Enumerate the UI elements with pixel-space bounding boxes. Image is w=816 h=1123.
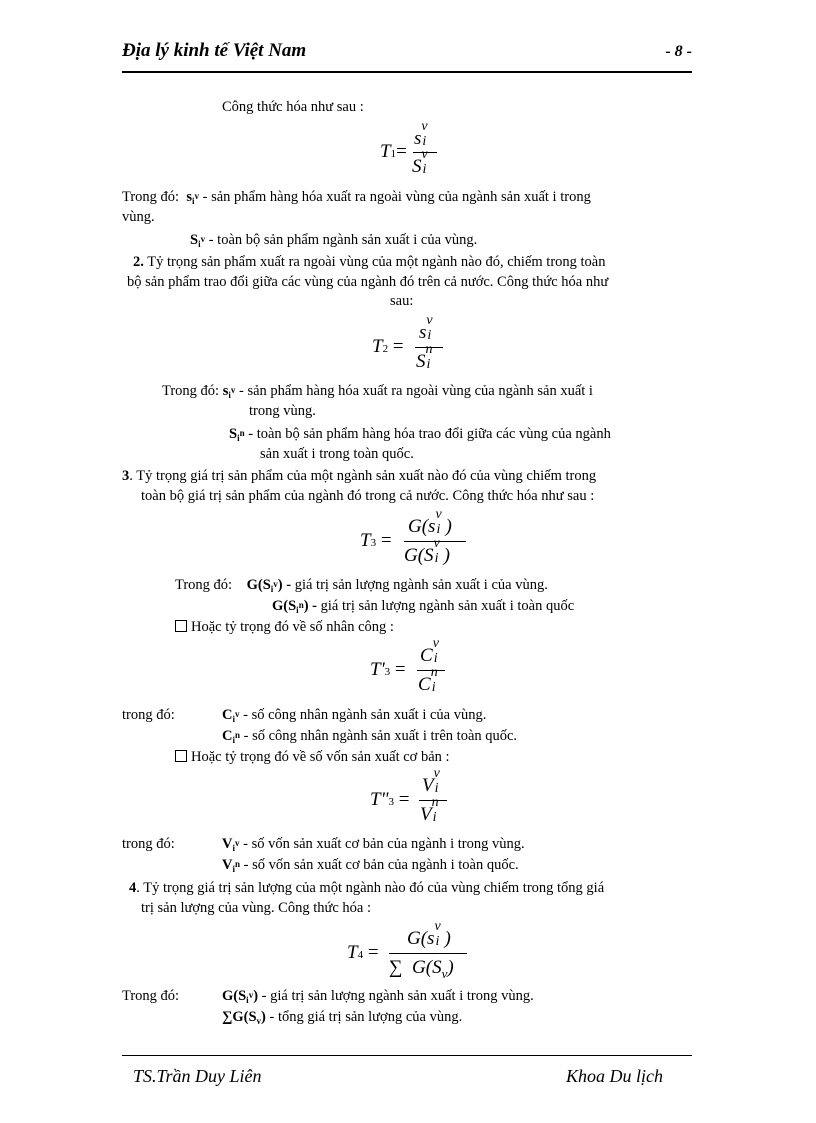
sup: v — [435, 506, 442, 522]
text-line — [122, 188, 591, 207]
formula-equals: = — [394, 659, 406, 680]
text-line: trong vùng. — [249, 403, 316, 419]
sup: v — [434, 918, 441, 934]
desc: Hoặc tỷ trọng đó về số vốn sản xuất cơ bản : — [191, 749, 450, 765]
formula-lhs: T — [360, 530, 371, 551]
sub: i — [232, 735, 235, 745]
denominator: G(S — [412, 957, 442, 978]
footer-author: TS.Trần Duy Liên — [133, 1066, 262, 1086]
denominator: S — [416, 351, 426, 372]
text-line — [222, 987, 534, 1006]
sup: v — [194, 191, 200, 201]
formula-index: 3 — [388, 796, 395, 808]
sym: s — [186, 189, 192, 205]
text-line — [222, 1008, 462, 1027]
desc: - số vốn sản xuất cơ bản của ngành i trong vùng. — [239, 836, 525, 852]
desc: Hoặc tỷ trọng đó về số nhân công : — [191, 619, 394, 635]
text-line — [175, 748, 450, 766]
sup: v — [433, 765, 440, 781]
text-line — [129, 879, 604, 897]
sup: v — [273, 579, 278, 589]
sym: C — [222, 728, 233, 744]
text-line — [122, 467, 596, 485]
formula-lhs: T — [380, 141, 391, 162]
text-line — [222, 727, 517, 746]
formula-lhs: T — [372, 336, 383, 357]
sup: n — [425, 341, 433, 357]
header-rule — [122, 71, 692, 73]
text-line: sau: — [390, 293, 414, 309]
text-line: toàn bộ giá trị sản phẩm của ngành đó trong cả nước. Công thức hóa như sau : — [141, 488, 595, 504]
formula-equals: = — [396, 141, 407, 162]
sub: i — [426, 356, 431, 372]
label: trong đó: — [122, 836, 175, 852]
desc: - số công nhân ngành sản xuất i trên toàn quốc. — [240, 728, 518, 744]
desc: - toàn bộ sản phẩm ngành sản xuất i của vùng. — [205, 232, 478, 248]
label: Trong đó: — [122, 189, 180, 205]
desc: Tỷ trọng sản phẩm xuất ra ngoài vùng của một ngành nào đó, chiếm trong toàn — [143, 254, 606, 270]
sym: G(S — [246, 577, 271, 593]
sub: i — [296, 605, 299, 615]
paren: ) — [261, 1009, 266, 1025]
sub: i — [192, 196, 195, 206]
desc: - số công nhân ngành sản xuất i của vùng. — [239, 707, 487, 723]
item-number: 2. — [133, 254, 144, 270]
sup: n — [298, 600, 304, 610]
sup: v — [200, 234, 206, 244]
sym: G(S — [222, 988, 247, 1004]
formula-lhs: T — [347, 942, 358, 963]
sub: i — [422, 161, 427, 177]
numerator: G(s — [407, 928, 435, 949]
footer-rule — [122, 1055, 692, 1056]
desc: - sản phẩm hàng hóa xuất ra ngoài vùng của ngành sản xuất i trong — [199, 189, 591, 205]
text-line — [133, 253, 606, 271]
desc: giá trị sản lượng ngành sản xuất i toàn quốc — [317, 598, 575, 614]
denominator: G(S — [404, 545, 434, 566]
text-line: Công thức hóa như sau : — [222, 99, 364, 115]
checkbox-icon — [175, 620, 187, 632]
sub: i — [436, 521, 441, 537]
page-number: - 8 - — [665, 43, 692, 60]
text-line — [122, 987, 179, 1005]
text-line: trị sản lượng của vùng. Công thức hóa : — [141, 900, 371, 916]
formula-equals: = — [367, 942, 379, 963]
formula-index: 3 — [384, 666, 391, 678]
sup: v — [235, 838, 240, 848]
sup: v — [433, 535, 440, 551]
desc: - toàn bộ sản phẩm hàng hóa trao đổi giữa các vùng của ngành — [244, 426, 611, 442]
sym: ∑G(S — [222, 1009, 257, 1025]
sup: v — [432, 635, 439, 651]
text-line — [222, 706, 486, 725]
sub: i — [232, 864, 235, 874]
header-title: Địa lý kinh tế Việt Nam — [122, 40, 307, 61]
denominator: S — [412, 156, 422, 177]
sub: i — [434, 780, 439, 796]
text-line — [222, 856, 519, 875]
sup: n — [235, 730, 241, 740]
label: Trong đó: — [162, 383, 223, 399]
sym: G(S — [272, 598, 297, 614]
formula-index: 2 — [382, 343, 389, 355]
sup: v — [426, 312, 433, 328]
numerator: s — [414, 128, 422, 149]
formula-index: 1 — [390, 148, 397, 160]
sym: S — [190, 232, 199, 248]
sigma-symbol: ∑ — [389, 957, 403, 978]
numerator: s — [419, 322, 427, 343]
sup: n — [239, 428, 245, 438]
paren: ) - — [303, 598, 317, 614]
paren: ) — [447, 957, 454, 978]
text-line — [122, 835, 175, 853]
formula-equals: = — [392, 336, 404, 357]
sub: v — [441, 965, 448, 981]
sub: i — [232, 714, 235, 724]
desc: giá trị sản lượng ngành sản xuất i của vùng. — [291, 577, 548, 593]
text-line — [272, 597, 574, 616]
sym: S — [229, 426, 238, 442]
sup: v — [235, 709, 240, 719]
text-line — [175, 618, 394, 636]
sub: i — [434, 550, 439, 566]
label: Trong đó: — [122, 988, 180, 1004]
sym: V — [222, 836, 233, 852]
numerator: G(s — [408, 516, 436, 537]
text-line — [190, 231, 477, 250]
desc: . Tỷ trọng giá trị sản lượng của một ngành nào đó của vùng chiếm trong tổng giá — [136, 880, 605, 896]
sym: V — [222, 857, 233, 873]
sub: i — [198, 239, 201, 249]
sub: i — [232, 843, 235, 853]
denominator: C — [418, 674, 431, 695]
sub: v — [256, 1016, 262, 1026]
sup: v — [248, 990, 254, 1000]
paren: ) — [443, 545, 450, 566]
formula-lhs: T" — [370, 789, 389, 810]
text-line: vùng. — [122, 209, 155, 225]
sub: i — [431, 679, 436, 695]
sup: n — [431, 794, 439, 810]
sub: i — [270, 584, 274, 594]
text-line — [162, 382, 593, 401]
formula-lhs: T' — [370, 659, 385, 680]
item-number: 3 — [122, 468, 130, 484]
sub: i — [433, 650, 438, 666]
desc: . Tỷ trọng giá trị sản phẩm của một ngành sản xuất nào đó của vùng chiếm trong — [129, 468, 597, 484]
sup: v — [230, 385, 236, 395]
numerator: C — [420, 645, 433, 666]
denominator: V — [420, 804, 432, 825]
desc: - sản phẩm hàng hóa xuất ra ngoài vùng của ngành sản xuất i — [235, 383, 593, 399]
formula-index: 3 — [370, 537, 377, 549]
numerator: V — [422, 775, 434, 796]
text-line — [122, 706, 175, 724]
sym: C — [222, 707, 233, 723]
paren: ) - — [277, 577, 292, 593]
text-line — [229, 425, 611, 444]
desc: - số vốn sản xuất cơ bản của ngành i toàn quốc. — [240, 857, 519, 873]
sub: i — [422, 133, 427, 149]
text-line — [222, 835, 525, 854]
text-line: sản xuất i trong toàn quốc. — [260, 446, 414, 462]
sup: v — [421, 146, 428, 162]
label: Trong đó: — [175, 577, 233, 593]
formula-index: 4 — [357, 949, 364, 961]
paren: ) — [253, 988, 259, 1004]
sup: n — [235, 859, 241, 869]
text-line — [175, 576, 548, 595]
footer-department: Khoa Du lịch — [566, 1066, 663, 1086]
text-line: bộ sản phẩm trao đổi giữa các vùng của ngành đó trên cả nước. Công thức hóa như — [127, 274, 609, 290]
sub: i — [237, 433, 240, 443]
checkbox-icon — [175, 750, 187, 762]
sup: v — [421, 118, 428, 134]
sub: i — [246, 995, 249, 1005]
formula-equals: = — [380, 530, 392, 551]
sub: i — [427, 327, 432, 343]
desc: - tổng giá trị sản lượng của vùng. — [265, 1009, 463, 1025]
label: trong đó: — [122, 707, 175, 723]
sub: i — [432, 809, 437, 825]
sub: i — [228, 390, 231, 400]
formula-equals: = — [398, 789, 410, 810]
sym: s — [222, 383, 229, 399]
item-number: 4 — [129, 880, 137, 896]
fraction-bar — [389, 953, 467, 954]
desc: - giá trị sản lượng ngành sản xuất i trong vùng. — [258, 988, 534, 1004]
paren: ) — [444, 928, 451, 949]
sup: n — [430, 664, 438, 680]
sub: i — [435, 933, 440, 949]
paren: ) — [445, 516, 452, 537]
